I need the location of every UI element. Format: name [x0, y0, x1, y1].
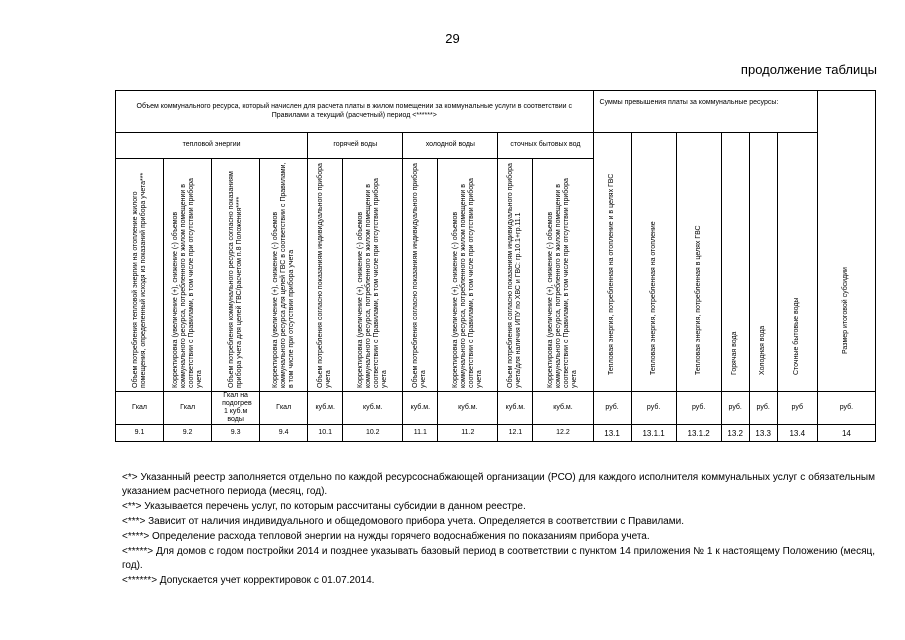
column-number-cell: 13.3 [749, 425, 777, 442]
column-header-text: Корректировка (увеличение (+), снижение (-) объемов коммунального ресурса, потребленного в жилом помещении в соответствии с Правилами, в том числе при отсутствии прибора учета [546, 178, 578, 388]
unit-cell: руб. [749, 392, 777, 425]
unit-cell: руб. [817, 392, 875, 425]
consumption-volume-header: Объем коммунального ресурса, который начислен для расчета платы в жилом помещении за коммунальные услуги в соответствии с Правилами а текущий (расчетный) период <******> [116, 91, 594, 133]
unit-cell: руб. [721, 392, 749, 425]
unit-cell: куб.м. [308, 392, 343, 425]
column-header [308, 159, 343, 392]
page-number: 29 [445, 31, 460, 46]
column-number-cell: 13.4 [777, 425, 817, 442]
column-number-cell: 9.1 [116, 425, 164, 442]
column-header-text: Корректировка (увеличение (+), снижение (-) объемов коммунального ресурса, потребленного в жилом помещении в соответствии с Правилами, в том числе при отсутствии прибора учета [171, 178, 203, 388]
column-header [343, 159, 403, 392]
column-header [676, 133, 721, 392]
excess-payment-header: Суммы превышения платы за коммунальные ресурсы: [593, 91, 817, 133]
column-number-cell: 10.2 [343, 425, 403, 442]
column-number-cell: 12.2 [533, 425, 593, 442]
footnote: <****> Определение расхода тепловой энергии на нужды горячего водоснабжения по показаниям прибора учета. [122, 530, 650, 542]
column-header [721, 133, 749, 392]
footnote: <***> Зависит от наличия индивидуального и общедомового прибора учета. Определяется в соответствии с Правилами. [122, 515, 684, 527]
column-header [749, 133, 777, 392]
column-header-text: Объем потребления тепловой энергии на отопление жилого помещения, определенный исходя из показаний прибора учета*** [131, 172, 147, 388]
column-header-text: Объем потребления согласно показаниям индивидуального прибора учета [317, 163, 333, 388]
unit-cell: руб [777, 392, 817, 425]
unit-cell: куб.м. [533, 392, 593, 425]
column-header-text: Размер итоговой субсидии [842, 267, 850, 354]
column-header [593, 133, 631, 392]
column-header [116, 159, 164, 392]
unit-cell: куб.м. [343, 392, 403, 425]
column-header-text: Корректировка (увеличение (+), снижение (-) объемов коммунального ресурса, потребленного в жилом помещении в соответствии с Правилами, в том числе при отсутствии прибора учета [451, 178, 483, 388]
continuation-label: продолжение таблицы [740, 62, 877, 77]
column-header-text: Холодная вода [759, 325, 767, 375]
footnote: <*> Указанный реестр заполняется отдельно по каждой ресурсоснабжающей организации (РСО) для каждого исполнителя коммунальных услуг с обязательным указанием расчетного периода (месяц, год). [122, 472, 875, 497]
column-header [777, 133, 817, 392]
unit-cell: Гкал [260, 392, 308, 425]
column-header-text: Корректировка (увеличение (+), снижение (-) объемов коммунального ресурса, потребленного в жилом помещении в соответствии с Правилами, в том числе при отсутствии прибора учета [356, 178, 388, 388]
unit-cell: Гкал на подогрев 1 куб.м воды [212, 392, 260, 425]
column-header [533, 159, 593, 392]
column-header-text: Тепловая энергия, потребленная в целях ГВС [694, 225, 702, 375]
column-header-text: Корректировка (увеличение (+), снижение (-) объемов коммунального ресурса для целей ГВС в соответствии с Правилами, в том числе при отсутствии прибора учета [271, 162, 295, 388]
column-header [498, 159, 533, 392]
footnote: <******> Допускается учет корректировок с 01.07.2014. [122, 574, 375, 586]
column-header-text: Сточные бытовые воды [793, 297, 801, 375]
subgroup-cold-water: холодной воды [403, 133, 498, 159]
unit-cell: руб. [631, 392, 676, 425]
column-number-cell: 13.2 [721, 425, 749, 442]
column-header [260, 159, 308, 392]
unit-cell: куб.м. [498, 392, 533, 425]
column-header-text: Горячая вода [731, 331, 739, 375]
column-header [164, 159, 212, 392]
column-number-cell: 11.1 [403, 425, 438, 442]
column-header-text: Тепловая энергия, потребленная на отопление и в целях ГВС [608, 173, 616, 375]
footnote: <*****> Для домов с годом постройки 2014 и позднее указывать базовый период в соответствии с пунктом 14 приложения № 1 к настоящему Положению (месяц, год). [122, 545, 875, 571]
column-number-cell: 14 [817, 425, 875, 442]
column-header-text: Объем потребления коммунального ресурса согласно показаниям прибора учета для целей ГВС/расчетом п.8 Положения**** [227, 171, 243, 388]
column-number-cell: 12.1 [498, 425, 533, 442]
subsidy-registry-table [115, 90, 876, 442]
column-number-cell: 9.2 [164, 425, 212, 442]
footnote: <**> Указывается перечень услуг, по которым рассчитаны субсидии в данном реестре. [122, 500, 526, 512]
subgroup-heat-energy: тепловой энергии [116, 133, 308, 159]
column-header-text: Объем потребления согласно показаниям индивидуального прибора учета [412, 163, 428, 388]
unit-cell: куб.м. [438, 392, 498, 425]
column-number-cell: 11.2 [438, 425, 498, 442]
column-number-cell: 9.4 [260, 425, 308, 442]
column-number-cell: 13.1.2 [676, 425, 721, 442]
column-header [817, 91, 875, 392]
subgroup-sewage: сточных бытовых вод [498, 133, 593, 159]
unit-cell: куб.м. [403, 392, 438, 425]
footnotes [122, 471, 875, 589]
column-number-cell: 13.1.1 [631, 425, 676, 442]
unit-cell: Гкал [164, 392, 212, 425]
column-number-cell: 9.3 [212, 425, 260, 442]
column-header-text: Объем потребления согласно показаниям индивидуального прибора учета/для наличия ИПУ по ХВС и ГВС: гр.10.1+гр.11.1 [507, 163, 523, 388]
column-number-cell: 13.1 [593, 425, 631, 442]
column-header [631, 133, 676, 392]
column-header [403, 159, 438, 392]
column-header [438, 159, 498, 392]
column-header [212, 159, 260, 392]
unit-cell: Гкал [116, 392, 164, 425]
column-header-text: Тепловая энергия, потребленная на отопление [649, 221, 657, 375]
subgroup-hot-water: горячей воды [308, 133, 403, 159]
unit-cell: руб. [593, 392, 631, 425]
unit-cell: руб. [676, 392, 721, 425]
column-number-cell: 10.1 [308, 425, 343, 442]
